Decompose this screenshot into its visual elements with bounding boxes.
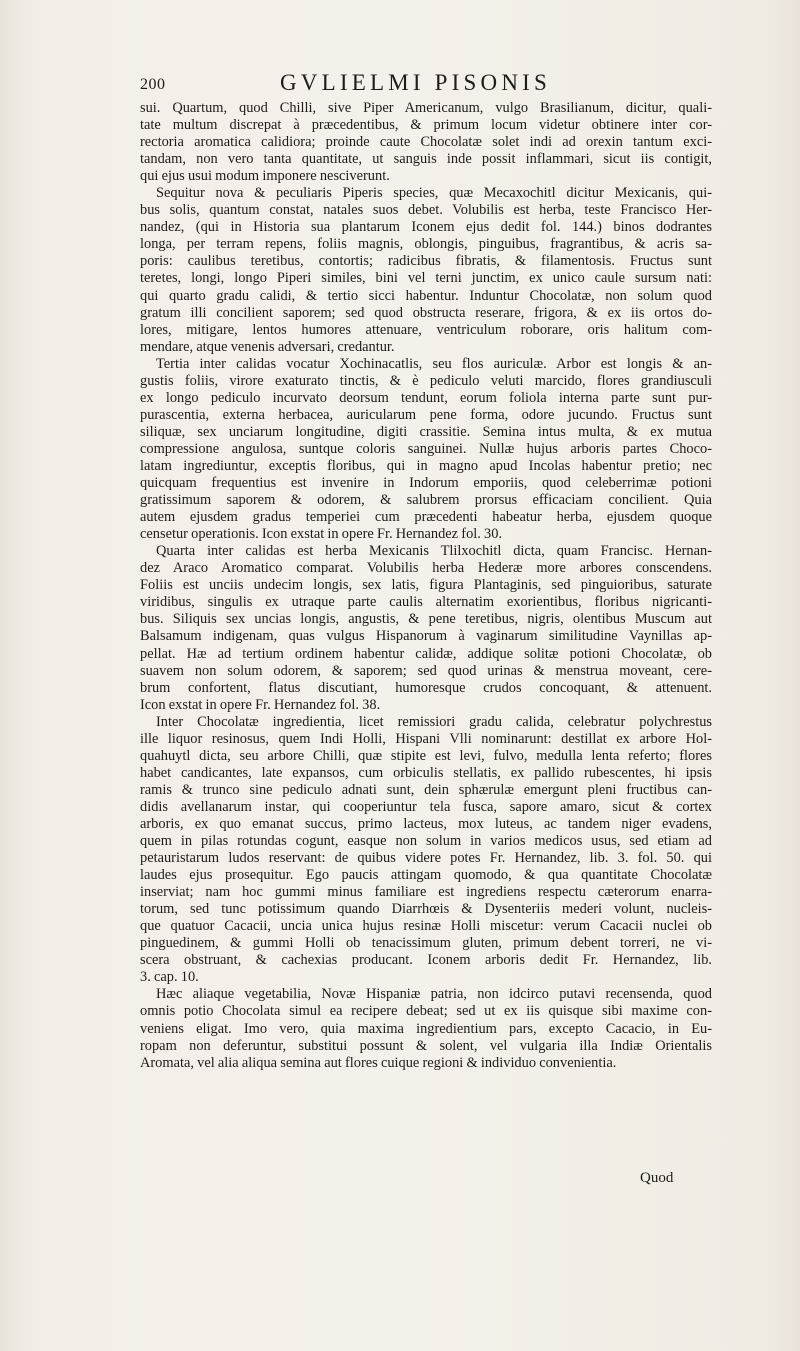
text-line: quahuytl dicta, seu arbore Chilli, quæ stipite est levi, fulvo, medulla lenta referto; flores (140, 747, 712, 764)
paragraph (140, 986, 712, 1071)
text-line: purascentia, externa herbacea, auricularum pene forma, odore jucundo. Fructus sunt (140, 406, 712, 423)
text-line: rectoria aromatica calidiora; proinde caute Chocolatæ solet indi ad orexin tantum exci- (140, 134, 712, 151)
text-line: viridibus, singulis ex utraque parte caulis alternatim exorientibus, floribus nigricanti- (140, 594, 712, 611)
text-line: inserviat; nam hoc gummi minus familiare est ingrediens respectu cæterorum enarra- (140, 884, 712, 901)
text-line: quicquam frequentius est invenire in Indorum emporiis, quod celeberrimæ potioni (140, 475, 712, 492)
text-line: petauristarum ludos reservant: de quibus videre potes Fr. Hernandez, lib. 3. fol. 50. qui (140, 850, 712, 867)
text-line: lores, mitigare, lentos humores attenuare, ventriculum roborare, oris halitum com- (140, 321, 712, 338)
text-line: dez Araco Aromatico comparat. Volubilis herba Hederæ more arbores conscendens. (140, 560, 712, 577)
text-line: qui ejus usui modum imponere nesciverunt. (140, 168, 390, 185)
text-line: Tertia inter calidas vocatur Xochinacatlis, seu flos auriculæ. Arbor est longis & an- (156, 355, 712, 372)
text-line: Inter Chocolatæ ingredientia, licet remissiori gradu calida, celebratur polychrestus (156, 713, 712, 730)
text-line: autem ejusdem gradus temperiei cum præcedenti habeatur herba, ejusdem quoque (140, 509, 712, 526)
text-line: scera obstruant, & cachexias producant. Iconem arboris dedit Fr. Hernandez, lib. (140, 952, 712, 969)
text-line: pellat. Hæ ad tertium ordinem habentur calidæ, addique solitæ potioni Chocolatæ, ob (140, 645, 712, 662)
text-line: veniens eligat. Imo vero, quia maxima ingredientium pars, excepto Cacacio, in Eu- (140, 1020, 712, 1037)
text-line: censetur operationis. Icon exstat in opere Fr. Hernandez fol. 30. (140, 526, 503, 543)
text-line: Sequitur nova & peculiaris Piperis species, quæ Mecaxochitl dicitur Mexicanis, qui- (156, 185, 712, 202)
running-head: GVLIELMI PISONIS (280, 70, 551, 95)
text-line: 3. cap. 10. (140, 969, 199, 986)
text-line: Aromata, vel alia aliqua semina aut flores cuique regioni & individuo convenientia. (140, 1054, 617, 1071)
text-line: ille liquor resinosus, quem Indi Holli, Hispani Vlli nominarunt: destillat ex arbore Hol- (140, 730, 712, 747)
text-line: ramis & trunco sine pediculo adnati sunt, dein sphærulæ emergunt pleni fructibus can- (140, 781, 712, 798)
paragraph (140, 100, 712, 185)
text-line: Quarta inter calidas est herba Mexicanis Tlilxochitl dicta, quam Francisc. Hernan- (156, 543, 712, 560)
text-line: torum, sed tunc potissimum quando Diarrhœis & Dysenteriis mederi volunt, nucleis- (140, 901, 712, 918)
text-line: Icon exstat in opere Fr. Hernandez fol. 38. (140, 696, 381, 713)
text-line: brum confortent, flatus discutiant, humoresque crudos concoquant, & attenuent. (140, 679, 712, 696)
text-line: compressione angulosa, suntque coloris sanguinei. Nullæ hujus arboris partes Choco- (140, 440, 712, 457)
text-line: sui. Quartum, quod Chilli, sive Piper Americanum, vulgo Brasilianum, dicitur, quali- (140, 100, 712, 116)
text-line: mendare, atque venenis adversari, credantur. (140, 338, 395, 355)
body-text (140, 100, 712, 1072)
text-line: omnis potio Chocolata simul ea recipere debeat; sed ut ex iis quisque sibi maxime con- (140, 1003, 712, 1020)
text-line: Balsamum indigenam, quas vulgus Hispanorum à vaginarum similitudine Vaynillas ap- (140, 628, 712, 645)
text-line: gratissimum saporem & odorem, & salubrem prorsus efficaciam concilient. Quia (140, 492, 712, 509)
paragraph (140, 714, 712, 987)
text-line: bus. Siliquis sex uncias longis, angustis, & pene teretibus, nigris, olentibus Muscum aut (140, 611, 712, 628)
text-line: teretes, longi, longo Piperi similes, bini vel terni junctim, ex unico caule sursum nati: (140, 270, 712, 287)
text-line: arboris, ex quo emanat succus, primo lacteus, mox luteus, ac tandem niger evadens, (140, 815, 712, 832)
text-line: poris: caulibus teretibus, contortis; radicibus fibratis, & filamentosis. Fructus sunt (140, 253, 712, 270)
text-line: Hæc aliaque vegetabilia, Novæ Hispaniæ patria, non idcirco putavi recensenda, quod (156, 986, 712, 1003)
text-line: siliquæ, sex unciarum longitudine, digiti crassitie. Semina intus multa, & ex mutua (140, 423, 712, 440)
text-line: longa, per terram repens, foliis magnis, oblongis, pinguibus, fragrantibus, & acris sa- (140, 236, 712, 253)
text-line: laudes ejus prosequitur. Ego paucis attingam quomodo, & qua quantitate Chocolatæ (140, 867, 712, 884)
paragraph (140, 543, 712, 713)
text-line: suavem non solum odorem, & saporem; sed quod urinas & menstrua moveant, cere- (140, 662, 712, 679)
text-line: bus solis, quantum constat, natales suos debet. Volubilis est herba, teste Francisco Her- (140, 202, 712, 219)
text-line: didis avellanarum instar, qui cooperiuntur tela fusca, sapore amaro, sicut & cortex (140, 798, 712, 815)
text-line: Foliis est unciis undecim longis, sex latis, figura Plantaginis, sed pinguioribus, saturate (140, 577, 712, 594)
text-line: gustis foliis, virore exaturato tinctis, & è pediculo veluti marcido, flores grandiusculi (140, 372, 712, 389)
page-number: 200 (140, 76, 166, 93)
text-line: ex longo pediculo incurvato deorsum tendunt, eorum foliola interna parte sunt pur- (140, 389, 712, 406)
page-header (140, 70, 680, 100)
text-line: latam ingrediuntur, exceptis floribus, qui in magno apud Incolas habentur pretio; nec (140, 457, 712, 474)
text-line: ropam non deferuntur, substitui possunt & solent, vel vulgaria illa Indiæ Orientalis (140, 1037, 712, 1054)
text-line: gratum illi concilient saporem; sed quod obstructa reserare, frigora, & ex iis ortos do- (140, 304, 712, 321)
catchword: Quod (640, 1170, 674, 1186)
text-line: pinguedinem, & gummi Holli ob tenacissimum gluten, primum debent torreri, ne vi- (140, 935, 712, 952)
text-line: tate multum discrepat à præcedentibus, & primum locum videtur obtinere inter cor- (140, 117, 712, 134)
text-line: habet candicantes, late expansos, cum orbiculis stellatis, ex pallido rubescentes, hi ipsis (140, 764, 712, 781)
text-line: que quatuor Cacacii, uncia unica hujus resinæ Holli miscetur: verum Cacacii nuclei ob (140, 918, 712, 935)
paragraph (140, 185, 712, 355)
text-line: nandez, (qui in Historia sua plantarum Iconem ejus dedit fol. 144.) binos dodrantes (140, 219, 712, 236)
paragraph (140, 356, 712, 544)
text-line: quem in pilas rotundas cogunt, easque non solum in varios medicos usus, sed etiam ad (140, 833, 712, 850)
text-line: tandam, non vero tanta quantitate, ut sanguis inde possit inflammari, sicut iis contigit, (140, 151, 712, 168)
text-line: qui quarto gradu calidi, & tertio sicci habentur. Induntur Chocolatæ, non solum quod (140, 287, 712, 304)
